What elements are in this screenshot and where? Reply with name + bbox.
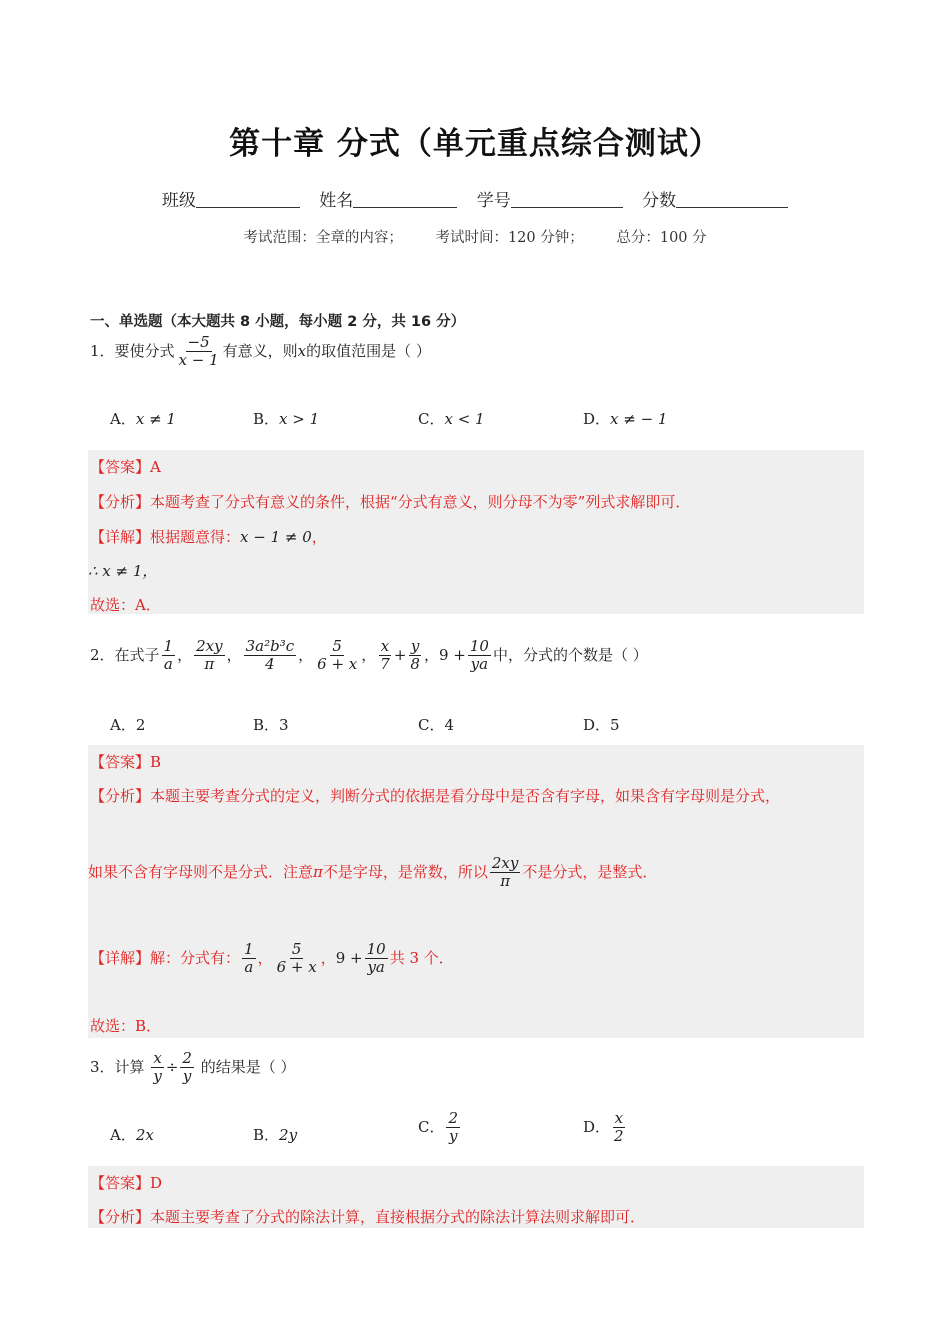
q3-answer: [90, 1172, 162, 1193]
q3-option-b-value: 2y: [279, 1126, 298, 1144]
q1-option-a[interactable]: [110, 408, 176, 429]
q2-detail-frac-3-num: 10: [366, 940, 386, 958]
q3-suffix: 的结果是（ ）: [200, 1057, 296, 1076]
q2-option-d[interactable]: D．5: [583, 716, 620, 734]
q2-detail-tag: 【详解】: [90, 948, 151, 967]
q3-frac-a: [151, 1050, 163, 1086]
q2-expr-4-den: 6 + x: [317, 655, 358, 674]
class-label: 班级: [161, 191, 196, 211]
q3-option-c-den: y: [449, 1127, 458, 1146]
q2-answer-box: [88, 745, 864, 1038]
q2-expr-2-den: π: [204, 655, 215, 674]
q2-expr-2: [194, 638, 224, 674]
q1-therefore: ∴ x ≠ 1，: [88, 562, 158, 580]
q1-analysis-tag: 【分析】: [90, 493, 151, 511]
q1-frac-den: x − 1: [178, 351, 219, 370]
q2-choose: 故选：B．: [90, 1017, 162, 1035]
q2-analysis2-frac-num: 2xy: [491, 854, 519, 872]
q2-expr-1: [162, 638, 176, 674]
q2-detail-frac-1-den: a: [244, 958, 254, 977]
q2-expr-4: [315, 638, 359, 674]
q3-option-c-frac: [446, 1110, 460, 1146]
exam-total: 总分：100 分: [616, 230, 707, 246]
q3-option-c[interactable]: [418, 1110, 462, 1146]
id-field: [477, 191, 623, 211]
question-1: [90, 334, 431, 370]
q2-expr-6-num: 10: [469, 637, 489, 655]
q3-analysis-text: 本题主要考查了分式的除法计算，直接根据分式的除法计算法则求解即可．: [150, 1208, 646, 1226]
q3-option-d-label: D．: [583, 1117, 611, 1136]
q1-suffix2: 的取值范围是（ ）: [306, 341, 431, 360]
q3-option-a-value: 2x: [135, 1126, 154, 1144]
q2-suffix: 中，分式的个数是（ ）: [492, 645, 648, 664]
score-field: [642, 191, 788, 211]
q2-expr-5a: [378, 638, 392, 674]
page-title: 第十章 分式（单元重点综合测试）: [229, 126, 721, 162]
q2-analysis2-frac-den: π: [500, 872, 511, 891]
q3-option-d-num: x: [614, 1109, 624, 1127]
q2-analysis-text: 本题主要考查分式的定义，判断分式的依据是看分母中是否含有字母，如果含有字母则是分式，: [150, 787, 781, 805]
q1-frac-num: −5: [187, 333, 210, 351]
q2-expr-5b-den: 8: [410, 655, 420, 674]
question-2: 2．在式子 $\frac{1}{a}$ ， $\frac{2xy}{\pi}$ ， $\frac{\text{3a²b³c}}{4}$ ， $\frac{5}{6 + x}$ ， $\frac{x}{7}$ + $\frac{y}{8}$ ，9 + $\frac{10}{ya}$ 中，分式的个数是（ ）: [90, 637, 648, 674]
q3-option-d-den: 2: [614, 1127, 624, 1146]
q2-answer-value: B: [150, 753, 162, 771]
q2-analysis2-b: 不是字母，是常数，所以: [322, 862, 488, 881]
q2-option-b[interactable]: B．3: [253, 716, 289, 734]
q1-option-c-label: C．: [418, 410, 445, 428]
q2-detail-frac-2-num: 5: [291, 940, 302, 958]
q1-var: x: [297, 341, 307, 360]
exam-time: 考试时间：120 分钟；: [435, 230, 584, 246]
q2-expr-3-den: 4: [265, 655, 275, 674]
q2-option-c[interactable]: C．4: [418, 716, 455, 734]
q1-detail-math: x − 1 ≠ 0: [240, 528, 312, 546]
q1-option-d-value: x ≠ − 1: [610, 410, 668, 428]
q3-prefix: 3．计算: [90, 1057, 145, 1076]
q2-detail-end: 共 3 个．: [389, 948, 454, 967]
q1-option-b-label: B．: [253, 410, 280, 428]
id-blank[interactable]: [511, 189, 623, 208]
q2-answer-tag: 【答案】: [90, 753, 151, 771]
q2-expr-1-num: 1: [163, 637, 174, 655]
q2-expr-3-num: 3a²b³c: [245, 637, 295, 655]
q1-option-c[interactable]: [418, 408, 485, 429]
q2-expr-6: [468, 638, 491, 674]
q3-option-d[interactable]: [583, 1110, 628, 1146]
q2-expr-6-pre: 9 +: [438, 645, 466, 664]
q3-option-b[interactable]: [253, 1124, 297, 1145]
id-label: 学号: [476, 191, 511, 211]
q2-expr-3: [244, 638, 297, 674]
q2-analysis2-pi: π: [313, 862, 323, 881]
q3-frac-a-num: x: [153, 1049, 162, 1067]
q2-analysis-line2: [88, 855, 657, 891]
student-info-line: [0, 186, 950, 211]
q2-expr-6-den: ya: [470, 655, 489, 674]
name-blank[interactable]: [353, 189, 457, 208]
q1-option-a-label: A．: [110, 410, 136, 428]
q2-detail-frac-1-num: 1: [244, 940, 254, 958]
q1-detail-text: 根据题意得：: [150, 528, 241, 546]
q1-suffix: 有意义，则: [222, 341, 298, 360]
q2-expr-5a-den: 7: [380, 655, 390, 674]
exam-scope: [0, 226, 950, 247]
q1-analysis: [90, 491, 690, 512]
exam-range: 考试范围：全章的内容；: [243, 230, 403, 246]
q1-answer-box: [88, 450, 864, 614]
q1-detail-tag: 【详解】: [90, 528, 151, 546]
q2-prefix: 2．在式子: [90, 645, 160, 664]
q3-frac-b-num: 2: [182, 1049, 192, 1067]
q3-frac-b: [180, 1050, 194, 1086]
q3-option-c-num: 2: [448, 1109, 459, 1127]
class-blank[interactable]: [196, 189, 300, 208]
q2-expr-1-den: a: [163, 655, 173, 674]
q1-prefix: 1．要使分式: [90, 341, 175, 360]
q3-answer-value: D: [150, 1174, 163, 1192]
q3-operator: ÷: [165, 1057, 179, 1076]
q1-option-c-value: x < 1: [444, 410, 485, 428]
q3-frac-a-den: y: [153, 1067, 162, 1086]
q1-answer: [90, 456, 161, 477]
q2-analysis2-c: 不是分式，是整式．: [522, 862, 658, 881]
q2-detail-text: 解：分式有：: [150, 948, 241, 967]
q2-analysis2-a: 如果不含有字母则不是分式．注意: [88, 862, 314, 881]
q1-option-d-label: D．: [583, 410, 611, 428]
q2-detail-frac-1: [242, 941, 256, 977]
q1-answer-value: A: [150, 458, 161, 476]
q2-expr-5b: [408, 638, 422, 674]
q2-analysis2-frac: [490, 855, 520, 891]
name-field: [319, 191, 457, 211]
q1-option-a-value: x ≠ 1: [135, 410, 176, 428]
q2-expr-5a-num: x: [380, 637, 390, 655]
q2-detail-frac-2: [275, 941, 319, 977]
q1-detail-end: ，: [311, 528, 327, 546]
q1-detail: [90, 526, 327, 547]
q2-expr-2-num: 2xy: [196, 637, 223, 655]
q1-option-d[interactable]: [583, 408, 667, 429]
q3-answer-box: [88, 1166, 864, 1228]
score-blank[interactable]: [676, 189, 788, 208]
q2-option-a[interactable]: A．2: [110, 716, 146, 734]
question-3: [90, 1050, 296, 1086]
q3-option-c-label: C．: [418, 1117, 445, 1136]
class-field: [162, 191, 300, 211]
q3-option-b-label: B．: [253, 1126, 280, 1144]
score-label: 分数: [642, 191, 677, 211]
q2-expr-4-num: 5: [332, 637, 342, 655]
q1-option-b-value: x > 1: [279, 410, 320, 428]
q2-detail-frac-2-den: 6 + x: [276, 958, 317, 977]
q2-answer: [90, 751, 161, 772]
q1-analysis-text: 本题考查了分式有意义的条件，根据“分式有意义，则分母不为零”列式求解即可．: [150, 493, 691, 511]
q1-choose: 故选：A．: [90, 596, 161, 614]
q3-analysis-tag: 【分析】: [90, 1208, 151, 1226]
q3-option-a[interactable]: [110, 1124, 154, 1145]
q3-frac-b-den: y: [182, 1067, 192, 1086]
section-heading: 一、单选题（本大题共 8 小题，每小题 2 分，共 16 分）: [90, 314, 466, 330]
q2-detail: 【详解】解：分式有： $\frac{1}{a}$ ， $\frac{5}{6 + x}$ ，9 + $\frac{10}{ya}$ 共 3 个．: [90, 940, 454, 977]
q3-option-d-frac: [612, 1110, 626, 1146]
q3-analysis: [90, 1206, 645, 1227]
q2-analysis: [90, 785, 780, 806]
q1-fraction: [177, 334, 221, 370]
name-label: 姓名: [319, 191, 354, 211]
q3-answer-tag: 【答案】: [90, 1174, 151, 1192]
q2-detail-frac-3-den: ya: [367, 958, 385, 977]
q3-option-a-label: A．: [110, 1126, 136, 1144]
q2-detail-frac-3: [365, 941, 388, 977]
q2-expr-5b-num: y: [410, 637, 420, 655]
q2-detail-pre3: 9 +: [335, 948, 363, 967]
q2-analysis-tag: 【分析】: [90, 787, 151, 805]
q1-answer-tag: 【答案】: [90, 458, 151, 476]
q1-option-b[interactable]: [253, 408, 319, 429]
